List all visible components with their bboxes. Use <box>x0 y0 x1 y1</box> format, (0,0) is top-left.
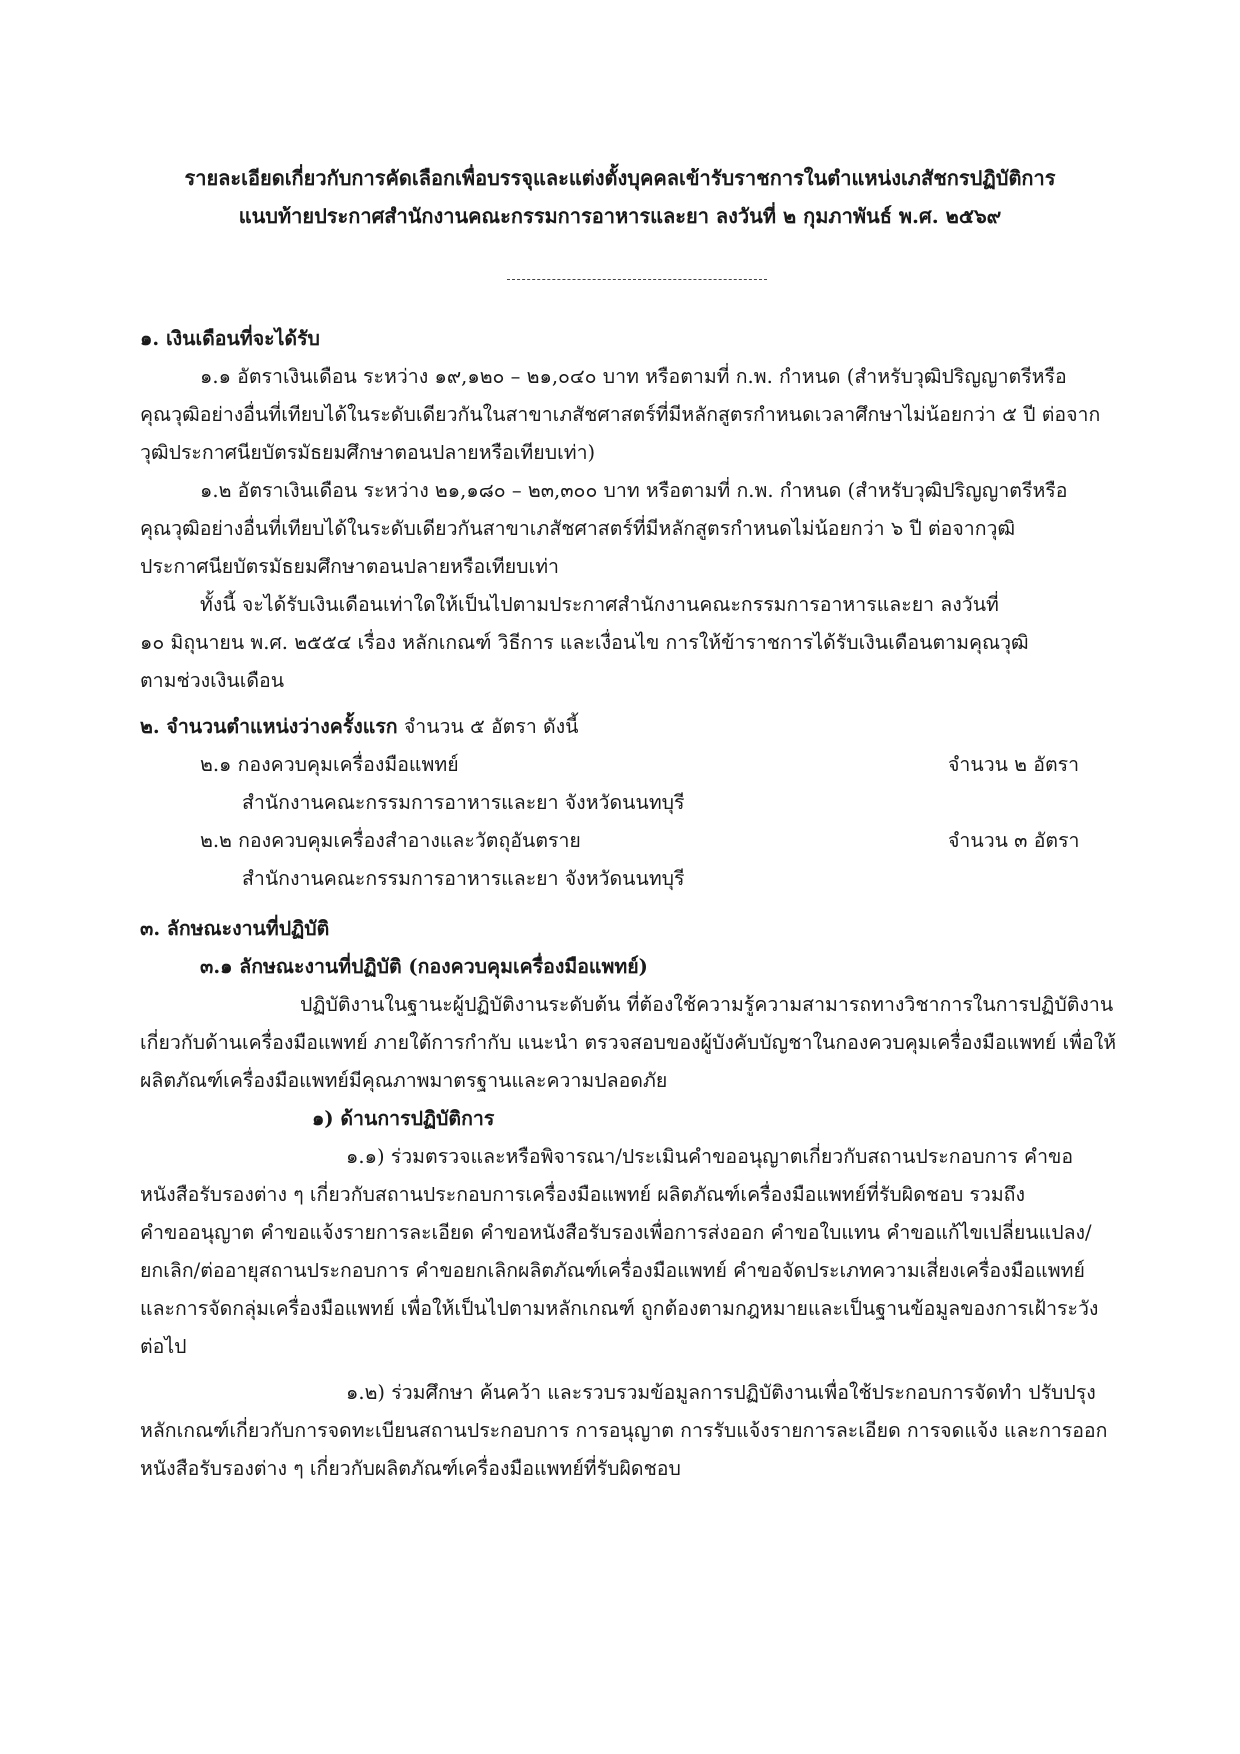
s3-intro-line2: เกี่ยวกับด้านเครื่องมือแพทย์ ภายใต้การกำกับ แนะนำ ตรวจสอบของผู้บังคับบัญชาในกองควบคุมเครื่องมือแพทย์ เพื่อให้ <box>140 1031 1117 1054</box>
s1-note-line2: ๑๐ มิถุนายน พ.ศ. ๒๕๕๔ เรื่อง หลักเกณฑ์ วิธีการ และเงื่อนไข การให้ข้าราชการได้รับเงินเดือนตามคุณวุฒิ <box>140 631 1029 654</box>
s3-item11-line3: คำขออนุญาต คำขอแจ้งรายการละเอียด คำขอหนังสือรับรองเพื่อการส่งออก คำขอใบแทน คำขอแก้ไขเปลี่ยนแปลง/ <box>140 1221 1092 1244</box>
s3-item11-line2: หนังสือรับรองต่าง ๆ เกี่ยวกับสถานประกอบการเครื่องมือแพทย์ ผลิตภัณฑ์เครื่องมือแพทย์ที่รับผิดชอบ รวมถึง <box>140 1183 1026 1206</box>
s1-note-line3: ตามช่วงเงินเดือน <box>140 669 285 692</box>
s2-item1-count: จำนวน ๒ อัตรา <box>948 753 1080 776</box>
s2-item2-name: ๒.๒ กองควบคุมเครื่องสำอางและวัตถุอันตราย <box>200 829 581 852</box>
section3-heading: ๓. ลักษณะงานที่ปฏิบัติ <box>140 917 330 940</box>
doc-title-line1: รายละเอียดเกี่ยวกับการคัดเลือกเพื่อบรรจุและแต่งตั้งบุคคลเข้ารับราชการในตำแหน่งเภสัชกรปฏิบัติการ <box>184 166 1056 190</box>
s1-p11-line3: วุฒิประกาศนียบัตรมัธยมศึกษาตอนปลายหรือเทียบเท่า) <box>140 441 596 464</box>
dashed-separator <box>507 279 767 280</box>
s3-ops-heading: ๑) ด้านการปฏิบัติการ <box>312 1107 495 1130</box>
s3-sub31-heading: ๓.๑ ลักษณะงานที่ปฏิบัติ (กองควบคุมเครื่องมือแพทย์) <box>200 955 648 978</box>
s2-item1-name: ๒.๑ กองควบคุมเครื่องมือแพทย์ <box>200 753 459 776</box>
section2-heading-bold: ๒. จำนวนตำแหน่งว่างครั้งแรก <box>140 715 398 738</box>
s3-intro-line1: ปฏิบัติงานในฐานะผู้ปฏิบัติงานระดับต้น ที่ต้องใช้ความรู้ความสามารถทางวิชาการในการปฏิบัติงาน <box>300 993 1114 1016</box>
doc-title-line2: แนบท้ายประกาศสำนักงานคณะกรรมการอาหารและยา ลงวันที่ ๒ กุมภาพันธ์ พ.ศ. ๒๕๖๙ <box>238 204 1002 228</box>
s1-p12-line2: คุณวุฒิอย่างอื่นที่เทียบได้ในระดับเดียวกันสาขาเภสัชศาสตร์ที่มีหลักสูตรกำหนดไม่น้อยกว่า ๖ ปี ต่อจากวุฒิ <box>140 517 1016 540</box>
s3-item11-line6: ต่อไป <box>140 1335 187 1358</box>
section2-heading-rest: จำนวน ๕ อัตรา ดังนี้ <box>397 715 579 738</box>
s1-p12-line3: ประกาศนียบัตรมัธยมศึกษาตอนปลายหรือเทียบเท่า <box>140 555 559 578</box>
s3-item11-line4: ยกเลิก/ต่ออายุสถานประกอบการ คำขอยกเลิกผลิตภัณฑ์เครื่องมือแพทย์ คำขอจัดประเภทความเสี่ยงเครื่องมือแพทย์ <box>140 1259 1085 1282</box>
s1-p11-line2: คุณวุฒิอย่างอื่นที่เทียบได้ในระดับเดียวกันในสาขาเภสัชศาสตร์ที่มีหลักสูตรกำหนดเวลาศึกษาไม่น้อยกว่า ๕ ปี ต่อจาก <box>140 403 1101 426</box>
s3-item12-line3: หนังสือรับรองต่าง ๆ เกี่ยวกับผลิตภัณฑ์เครื่องมือแพทย์ที่รับผิดชอบ <box>140 1457 681 1480</box>
s3-item12-line2: หลักเกณฑ์เกี่ยวกับการจดทะเบียนสถานประกอบการ การอนุญาต การรับแจ้งรายการละเอียด การจดแจ้ง และการออก <box>140 1419 1108 1442</box>
s2-item2-count: จำนวน ๓ อัตรา <box>948 829 1080 852</box>
s1-note-line1: ทั้งนี้ จะได้รับเงินเดือนเท่าใดให้เป็นไปตามประกาศสำนักงานคณะกรรมการอาหารและยา ลงวันที่ <box>200 593 999 616</box>
s3-item12-line1: ๑.๒) ร่วมศึกษา ค้นคว้า และรวบรวมข้อมูลการปฏิบัติงานเพื่อใช้ประกอบการจัดทำ ปรับปรุง <box>346 1381 1096 1404</box>
s2-item2-office: สำนักงานคณะกรรมการอาหารและยา จังหวัดนนทบุรี <box>242 867 685 890</box>
s3-item11-line5: และการจัดกลุ่มเครื่องมือแพทย์ เพื่อให้เป็นไปตามหลักเกณฑ์ ถูกต้องตามกฎหมายและเป็นฐานข้อมูลของการเฝ้าระวัง <box>140 1297 1099 1320</box>
s2-item1-office: สำนักงานคณะกรรมการอาหารและยา จังหวัดนนทบุรี <box>242 791 685 814</box>
s1-p11-line1: ๑.๑ อัตราเงินเดือน ระหว่าง ๑๙,๑๒๐ – ๒๑,๐๔๐ บาท หรือตามที่ ก.พ. กำหนด (สำหรับวุฒิปริญญาตรีหรือ <box>200 365 1067 388</box>
section2-heading <box>140 711 578 742</box>
s3-intro-line3: ผลิตภัณฑ์เครื่องมือแพทย์มีคุณภาพมาตรฐานและความปลอดภัย <box>140 1069 668 1092</box>
s1-p12-line1: ๑.๒ อัตราเงินเดือน ระหว่าง ๒๑,๑๘๐ – ๒๓,๓๐๐ บาท หรือตามที่ ก.พ. กำหนด (สำหรับวุฒิปริญญาตรีหรือ <box>200 479 1068 502</box>
s3-item11-line1: ๑.๑) ร่วมตรวจและหรือพิจารณา/ประเมินคำขออนุญาตเกี่ยวกับสถานประกอบการ คำขอ <box>346 1145 1074 1168</box>
section1-heading: ๑. เงินเดือนที่จะได้รับ <box>140 327 320 350</box>
